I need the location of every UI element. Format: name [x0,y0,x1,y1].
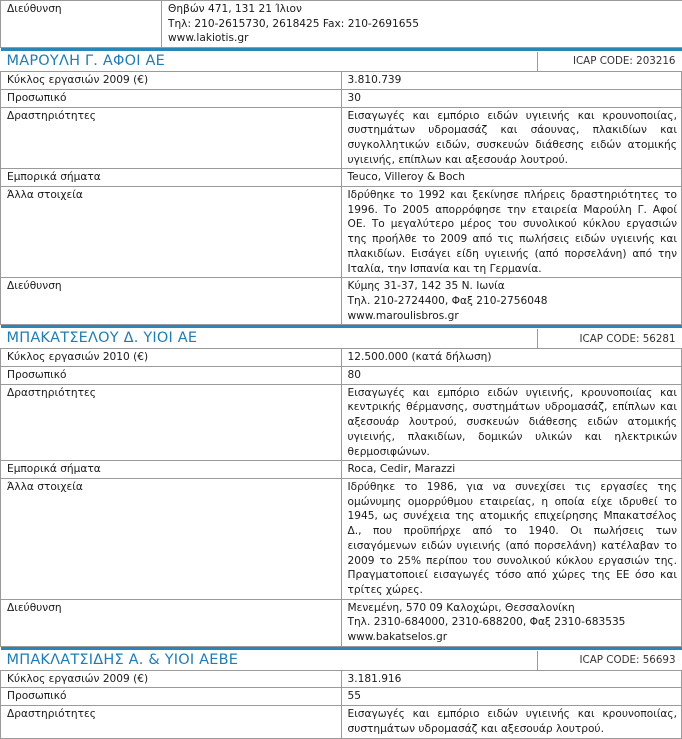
company-header [1,48,682,71]
turnover-label: Κύκλος εργασιών 2010 (€) [1,349,342,367]
address-label: Διεύθυνση [1,278,342,325]
other-info-label: Άλλα στοιχεία [1,187,342,278]
address-label: Διεύθυνση [1,1,162,48]
activities-label: Δραστηριότητες [1,706,342,738]
activities-value: Εισαγωγές και εμπόριο ειδών υγιεινής και κρουνοποιίας, συστημάτων υδρομασάζ και σάουνας, πλακιδίων και συγκολλητικών ειδών, συσκευών διάθεσης ειδών ατομικής υγιεινής, επίπλων και αξεσουάρ λουτρού. [341,107,682,169]
company-record [0,647,682,739]
staff-value: 30 [341,89,682,107]
address-value [162,1,682,48]
staff-label: Προσωπικό [1,89,342,107]
brands-label: Εμπορικά σήματα [1,461,342,479]
company-name: ΜΠΑΚΛΑΤΣΙΔΗΣ Α. & ΥΙΟΙ ΑΕΒΕ [1,651,538,670]
record-lakiotis-tail [0,0,682,48]
staff-label: Προσωπικό [1,367,342,385]
company-record [0,325,682,646]
address-street: Μενεμένη, 570 09 Καλοχώρι, Θεσσαλονίκη [348,601,678,616]
icap-code: ICAP CODE: 56281 [538,332,682,349]
staff-value: 55 [341,688,682,706]
address-street: Κύμης 31-37, 142 35 Ν. Ιωνία [348,279,678,294]
company-header [1,647,682,670]
brands-value: Teuco, Villeroy & Boch [341,169,682,187]
activities-label: Δραστηριότητες [1,107,342,169]
address-label: Διεύθυνση [1,599,342,646]
company-record [0,48,682,325]
turnover-value: 3.181.916 [341,670,682,688]
brands-value: Roca, Cedir, Marazzi [341,461,682,479]
staff-label: Προσωπικό [1,688,342,706]
address-value [341,278,682,325]
other-info-value: Ιδρύθηκε το 1986, για να συνεχίσει τις εργασίες της ομώνυμης ομορρύθμου εταιρείας, η οποία είχε ιδρυθεί το 1945, ως συνέχεια της ατομικής επιχείρησης Μπακατσέλος Δ., που προϋπήρχε από το 1940. Οι πωλήσεις των εισαγόμενων ειδών υγιεινής (από πορσελάνη) κατέλαβαν το 2009 το 25% περίπου του συνολικού κύκλου εργασιών της. Πραγματοποιεί εισαγωγές τόσο από χώρες της ΕΕ όσο και τρίτες χώρες. [341,478,682,599]
company-header [1,325,682,348]
address-phone: Τηλ: 210-2615730, 2618425 Fax: 210-2691655 [168,17,682,32]
activities-label: Δραστηριότητες [1,384,342,461]
activities-value: Εισαγωγές και εμπόριο ειδών υγιεινής και κρουνοποιίας, συστημάτων υδρομασάζ και αξεσουάρ λουτρού. [341,706,682,738]
other-info-value: Ιδρύθηκε το 1992 και ξεκίνησε πλήρεις δραστηριότητες το 1996. Το 2005 απορρόφησε την εταιρεία Μαρούλη Γ. Αφοί ΟΕ. Το μεγαλύτερο μέρος του συνολικού κύκλου εργασιών της προήλθε το 2009 από τις πωλήσεις ειδών υγιεινής και πλακιδίων. Εισάγει είδη υγιεινής (από πορσελάνη) από την Ιταλία, την Ισπανία και τη Γερμανία. [341,187,682,278]
address-website: www.bakatselos.gr [348,630,678,645]
address-value [341,599,682,646]
address-phone: Τηλ. 210-2724400, Φαξ 210-2756048 [348,294,678,309]
turnover-value: 3.810.739 [341,72,682,90]
address-street: Θηβών 471, 131 21 Ίλιον [168,2,682,17]
turnover-value: 12.500.000 (κατά δήλωση) [341,349,682,367]
staff-value: 80 [341,367,682,385]
address-website: www.maroulisbros.gr [348,309,678,324]
brands-label: Εμπορικά σήματα [1,169,342,187]
icap-code: ICAP CODE: 203216 [538,54,682,71]
turnover-label: Κύκλος εργασιών 2009 (€) [1,72,342,90]
address-website: www.lakiotis.gr [168,31,682,46]
company-name: ΜΠΑΚΑΤΣΕΛΟΥ Δ. ΥΙΟΙ ΑΕ [1,329,538,348]
icap-code: ICAP CODE: 56693 [538,653,682,670]
activities-value: Εισαγωγές και εμπόριο ειδών υγιεινής, κρουνοποιίας και κεντρικής θέρμανσης, συστημάτων υδρομασάζ, επίπλων και αξεσουάρ λουτρού, συσκευών διάθεσης ειδών ατομικής υγιεινής, πλακιδίων, δομικών υλικών και ηλεκτρικών θερμοσιφώνων. [341,384,682,461]
address-phone: Τηλ. 2310-684000, 2310-688200, Φαξ 2310-683535 [348,615,678,630]
other-info-label: Άλλα στοιχεία [1,478,342,599]
turnover-label: Κύκλος εργασιών 2009 (€) [1,670,342,688]
company-name: ΜΑΡΟΥΛΗ Γ. ΑΦΟΙ ΑΕ [1,52,538,71]
